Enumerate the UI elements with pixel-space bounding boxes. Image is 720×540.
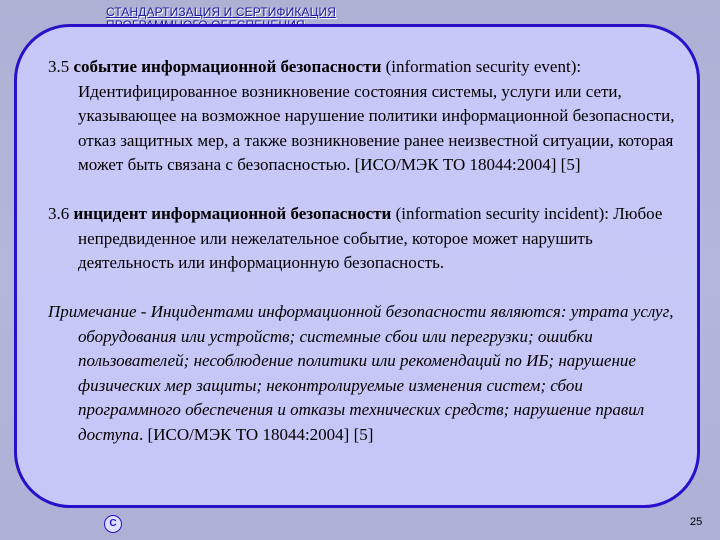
section-number: 3.5 <box>48 57 74 76</box>
term-security-incident: инцидент информационной безопасности <box>73 204 392 223</box>
definition-text: Любое непредвиденное или нежелательное событие, которое может нарушить деятельность или информационную безопасность. <box>78 204 663 272</box>
note-paragraph <box>48 300 688 447</box>
english-term: (information security incident): <box>391 204 614 223</box>
copyright-icon: C <box>104 515 122 533</box>
definition-3-5 <box>48 55 688 178</box>
definition-text: Идентифицированное возникновение состояния системы, услуги или сети, указывающее на возможное нарушение политики информационной безопасности, отказ защитных мер, а также возникновение ранее неизвестной ситуации, которая может быть связана с безопасностью. [ИСО/МЭК ТО 18044:2004] [5] <box>78 81 675 174</box>
spacer <box>48 178 688 203</box>
spacer <box>48 276 688 301</box>
english-term: (information security event): <box>381 57 582 76</box>
slide-content <box>48 55 688 447</box>
note-text: Примечание - Инцидентами информационной безопасности являются: утрата услуг, оборудования или устройств; системные сбои или перегрузки; ошибки пользователей; несоблюдение политики или рекомендаций по ИБ; нарушение физических мер защиты; неконтролируемые изменения систем; сбои программного обеспечения и отказы технических средств; нарушение правил доступа <box>48 302 674 444</box>
page-number: 25 <box>690 516 703 528</box>
definition-3-6 <box>48 202 688 276</box>
header-line-1: СТАНДАРТИЗАЦИЯ И СЕРТИФИКАЦИЯ <box>106 5 337 19</box>
section-number: 3.6 <box>48 204 74 223</box>
note-reference: . [ИСО/МЭК ТО 18044:2004] [5] <box>139 424 374 444</box>
term-security-event: событие информационной безопасности <box>73 57 382 76</box>
